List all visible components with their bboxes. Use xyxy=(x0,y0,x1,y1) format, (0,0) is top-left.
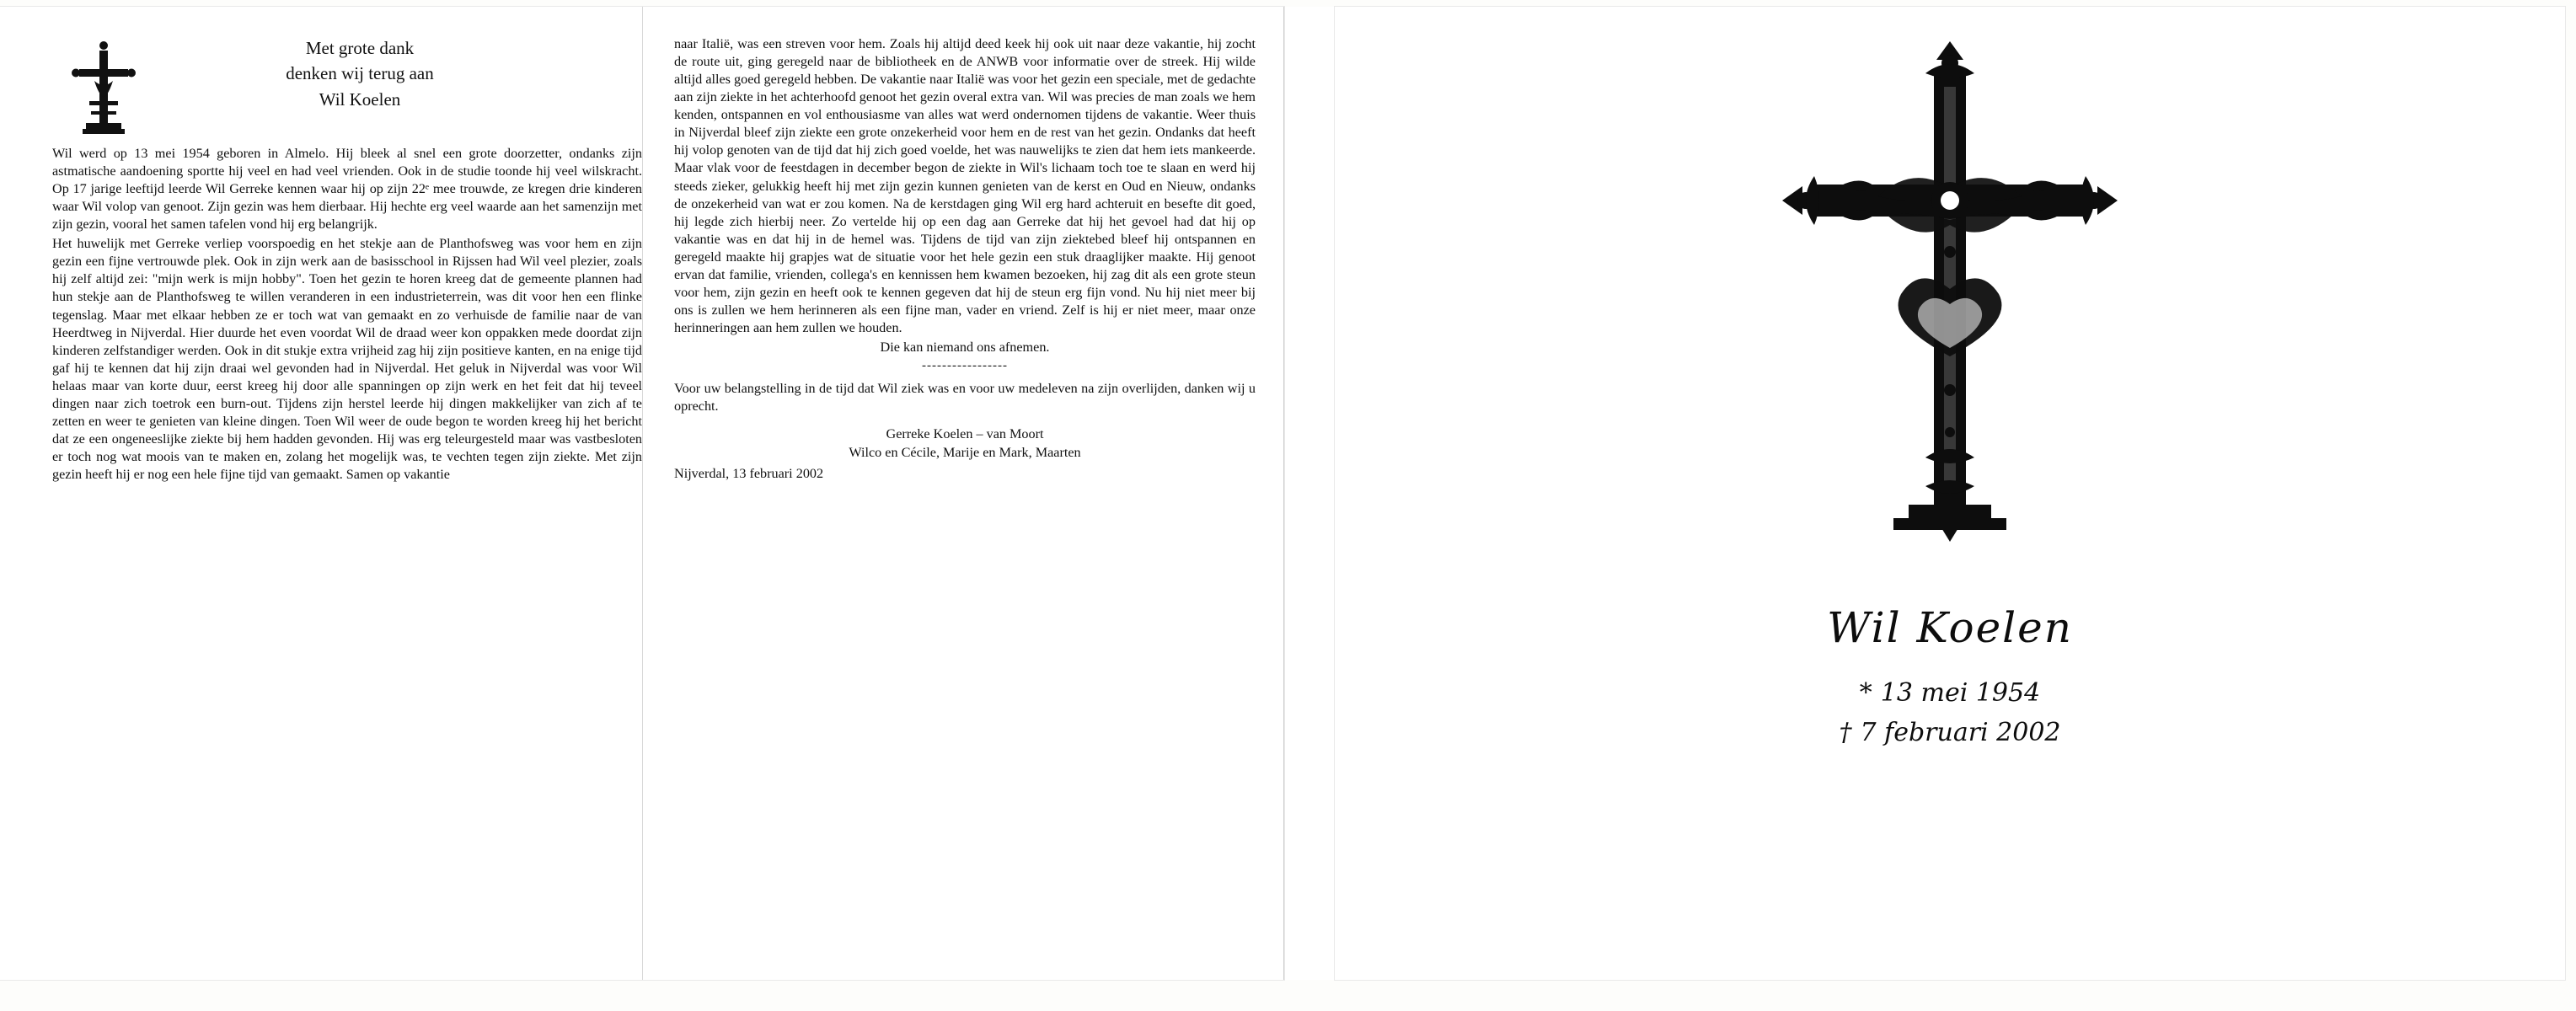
thanks-paragraph: Voor uw belangstelling in de tijd dat Wil ziek was en voor uw medeleven na zijn overlijden, danken wij u oprecht. xyxy=(674,380,1256,414)
birth-date-line xyxy=(1839,674,2060,714)
heading-line-2: denken wij terug aan xyxy=(286,63,434,84)
heading-line-3: Wil Koelen xyxy=(319,88,401,110)
text-column-right xyxy=(674,35,1256,483)
signature-block xyxy=(674,425,1256,463)
fold-line xyxy=(642,7,643,980)
heading-line-1: Met grote dank xyxy=(305,38,415,58)
place-and-date: Nijverdal, 13 februari 2002 xyxy=(674,466,824,482)
heading-lines xyxy=(162,35,558,112)
life-dates xyxy=(1839,674,2060,752)
deceased-name: Wil Koelen xyxy=(1827,603,2073,652)
paragraph-biography-2: Het huwelijk met Gerreke verliep voorspoedig en het stekje aan de Planthofsweg was voor hem en zijn gezin een fijne vertrouwde plek. Ook in zijn werk aan de basisschool in Rijssen had Wil veel plezier, zoals hij zelf altijd zei: "mijn werk is mijn hobby". Toen het gezin te horen kreeg dat de gemeente plannen had hun stekje aan de Planthofsweg te willen veranderen in een industrieterrein, was dit voor hen een flinke tegenslag. Maar met elkaar hebben ze er toch wat van gemaakt en zo verhuisde de familie naar de van Heerdtweg in Nijverdal. Hier duurde het even voordat Wil de draad weer kon oppakken mede doordat zijn kinderen zelfstandiger werden. Ook in dit stukje extra vrijheid zag hij zijn positieve kanten, en na enige tijd gaf hij te kennen dat hij zijn draai wel gevonden had in Nijverdal. Het geluk in Nijverdal was voor Wil helaas maar van korte duur, eerst kreeg hij door alle spanningen op zijn werk en het feit dat hij teveel dingen naar zich toetrok een burn-out. Tijdens zijn herstel leerde hij dingen makkelijker van zich af te zetten en weer te genieten van kleine dingen. Toen Wil weer de oude begon te worden kreeg hij het bericht dat ze een ongeneeslijke ziekte bij hem hadden gevonden. Hij was erg teleurgesteld maar was vastbesloten er toch nog wat moois van te maken en, zolang het mogelijk was, te vechten tegen zijn ziekte. Met zijn gezin heeft hij er nog een hele fijne tijd van gemaakt. Samen op vakantie xyxy=(52,236,642,483)
signature-line-1: Gerreke Koelen – van Moort xyxy=(886,425,1044,441)
card-gutter xyxy=(1284,7,1335,980)
closing-line: Die kan niemand ons afnemen. xyxy=(880,340,1050,355)
death-date-line xyxy=(1839,714,2060,753)
ornate-crucifix-icon xyxy=(1752,36,2148,584)
left-leaflet xyxy=(0,7,1284,980)
heading-block xyxy=(52,35,642,136)
signature-line-2: Wilco en Cécile, Marije en Mark, Maarten xyxy=(849,444,1081,460)
death-date: 7 februari 2002 xyxy=(1860,717,2061,747)
birth-date: 13 mei 1954 xyxy=(1880,678,2041,708)
crucifix-icon xyxy=(57,39,150,138)
death-symbol: † xyxy=(1839,717,1852,747)
separator: ----------------- xyxy=(922,359,1008,373)
birth-symbol: * xyxy=(1859,678,1872,708)
right-leaflet xyxy=(1335,7,2565,980)
ornate-crucifix-wrapper xyxy=(1731,32,2169,588)
paragraph-biography-3: naar Italië, was een streven voor hem. Zoals hij altijd deed keek hij ook uit naar deze vakantie, hij zocht de route uit, ging geregeld naar de bibliotheek en de ANWB voor informatie over de streek. Hij wilde altijd alles goed geregeld hebben. De vakantie naar Italië was voor het gezin een speciale, met de gedachte aan zijn ziekte in het achterhoofd genoot het gezin overal extra van. Wil was precies de man zoals we hem kenden, ontspannen en vol enthousiasme van alles wat werd ondernomen tijdens de vakantie. Weer thuis in Nijverdal bleef zijn ziekte een grote onzekerheid voor hem en de rest van het gezin. Ondanks dat heeft hij volop genoten van de tijd dat hij zich goed voelde, het was nauwelijks te zien dat hem iets mankeerde. Maar vlak voor de feestdagen in december begon de ziekte in Wil's lichaam toch toe te slaan en werd hij steeds zieker, gelukkig heeft hij met zijn gezin kunnen genieten van de kerst en Oud en Nieuw, ondanks de onzekerheid van wat er zou komen. Na de kerstdagen ging Wil erg hard achteruit en besefte dit goed, hij legde zich hierbij neer. Zo vertelde hij op een dag aan Gerreke dat hij het gevoel had dat hij op vakantie was en dat hij in de hemel was. Tijdens de tijd van zijn ziektebed bleef hij ontspannen en geregeld maakte hij grapjes wat de situatie voor het hele gezin een stuk draaglijker maakte. Hij genoot ervan dat familie, vrienden, collega's en kennissen hem kwamen bezoeken, hij zag dit als een grote steun voor hem, zijn gezin en heeft ook te kennen gegeven dat hij de steun erg fijn vond. Nu hij niet meer bij ons is zullen we hem herinneren als een fijne man, vader en vriend. Zelf is hij er niet meer, maar onze herinneringen aan hem zullen we houden. xyxy=(674,36,1256,335)
paragraph-biography-1: Wil werd op 13 mei 1954 geboren in Almelo. Hij bleek al snel een grote doorzetter, ondanks zijn astmatische aandoening sportte hij veel en had veel vrienden. Ook in de studie toonde hij veel wilskracht. Op 17 jarige leeftijd leerde Wil Gerreke kennen waar hij op zijn 22ᵉ mee trouwde, ze kregen drie kinderen waar Wil volop van genoot. Zijn gezin was hem dierbaar. Hij hechte erg veel waarde aan het samenzijn met zijn gezin, vooral het samen tafelen vond hij erg belangrijk. xyxy=(52,146,642,233)
text-column-left xyxy=(52,35,642,484)
